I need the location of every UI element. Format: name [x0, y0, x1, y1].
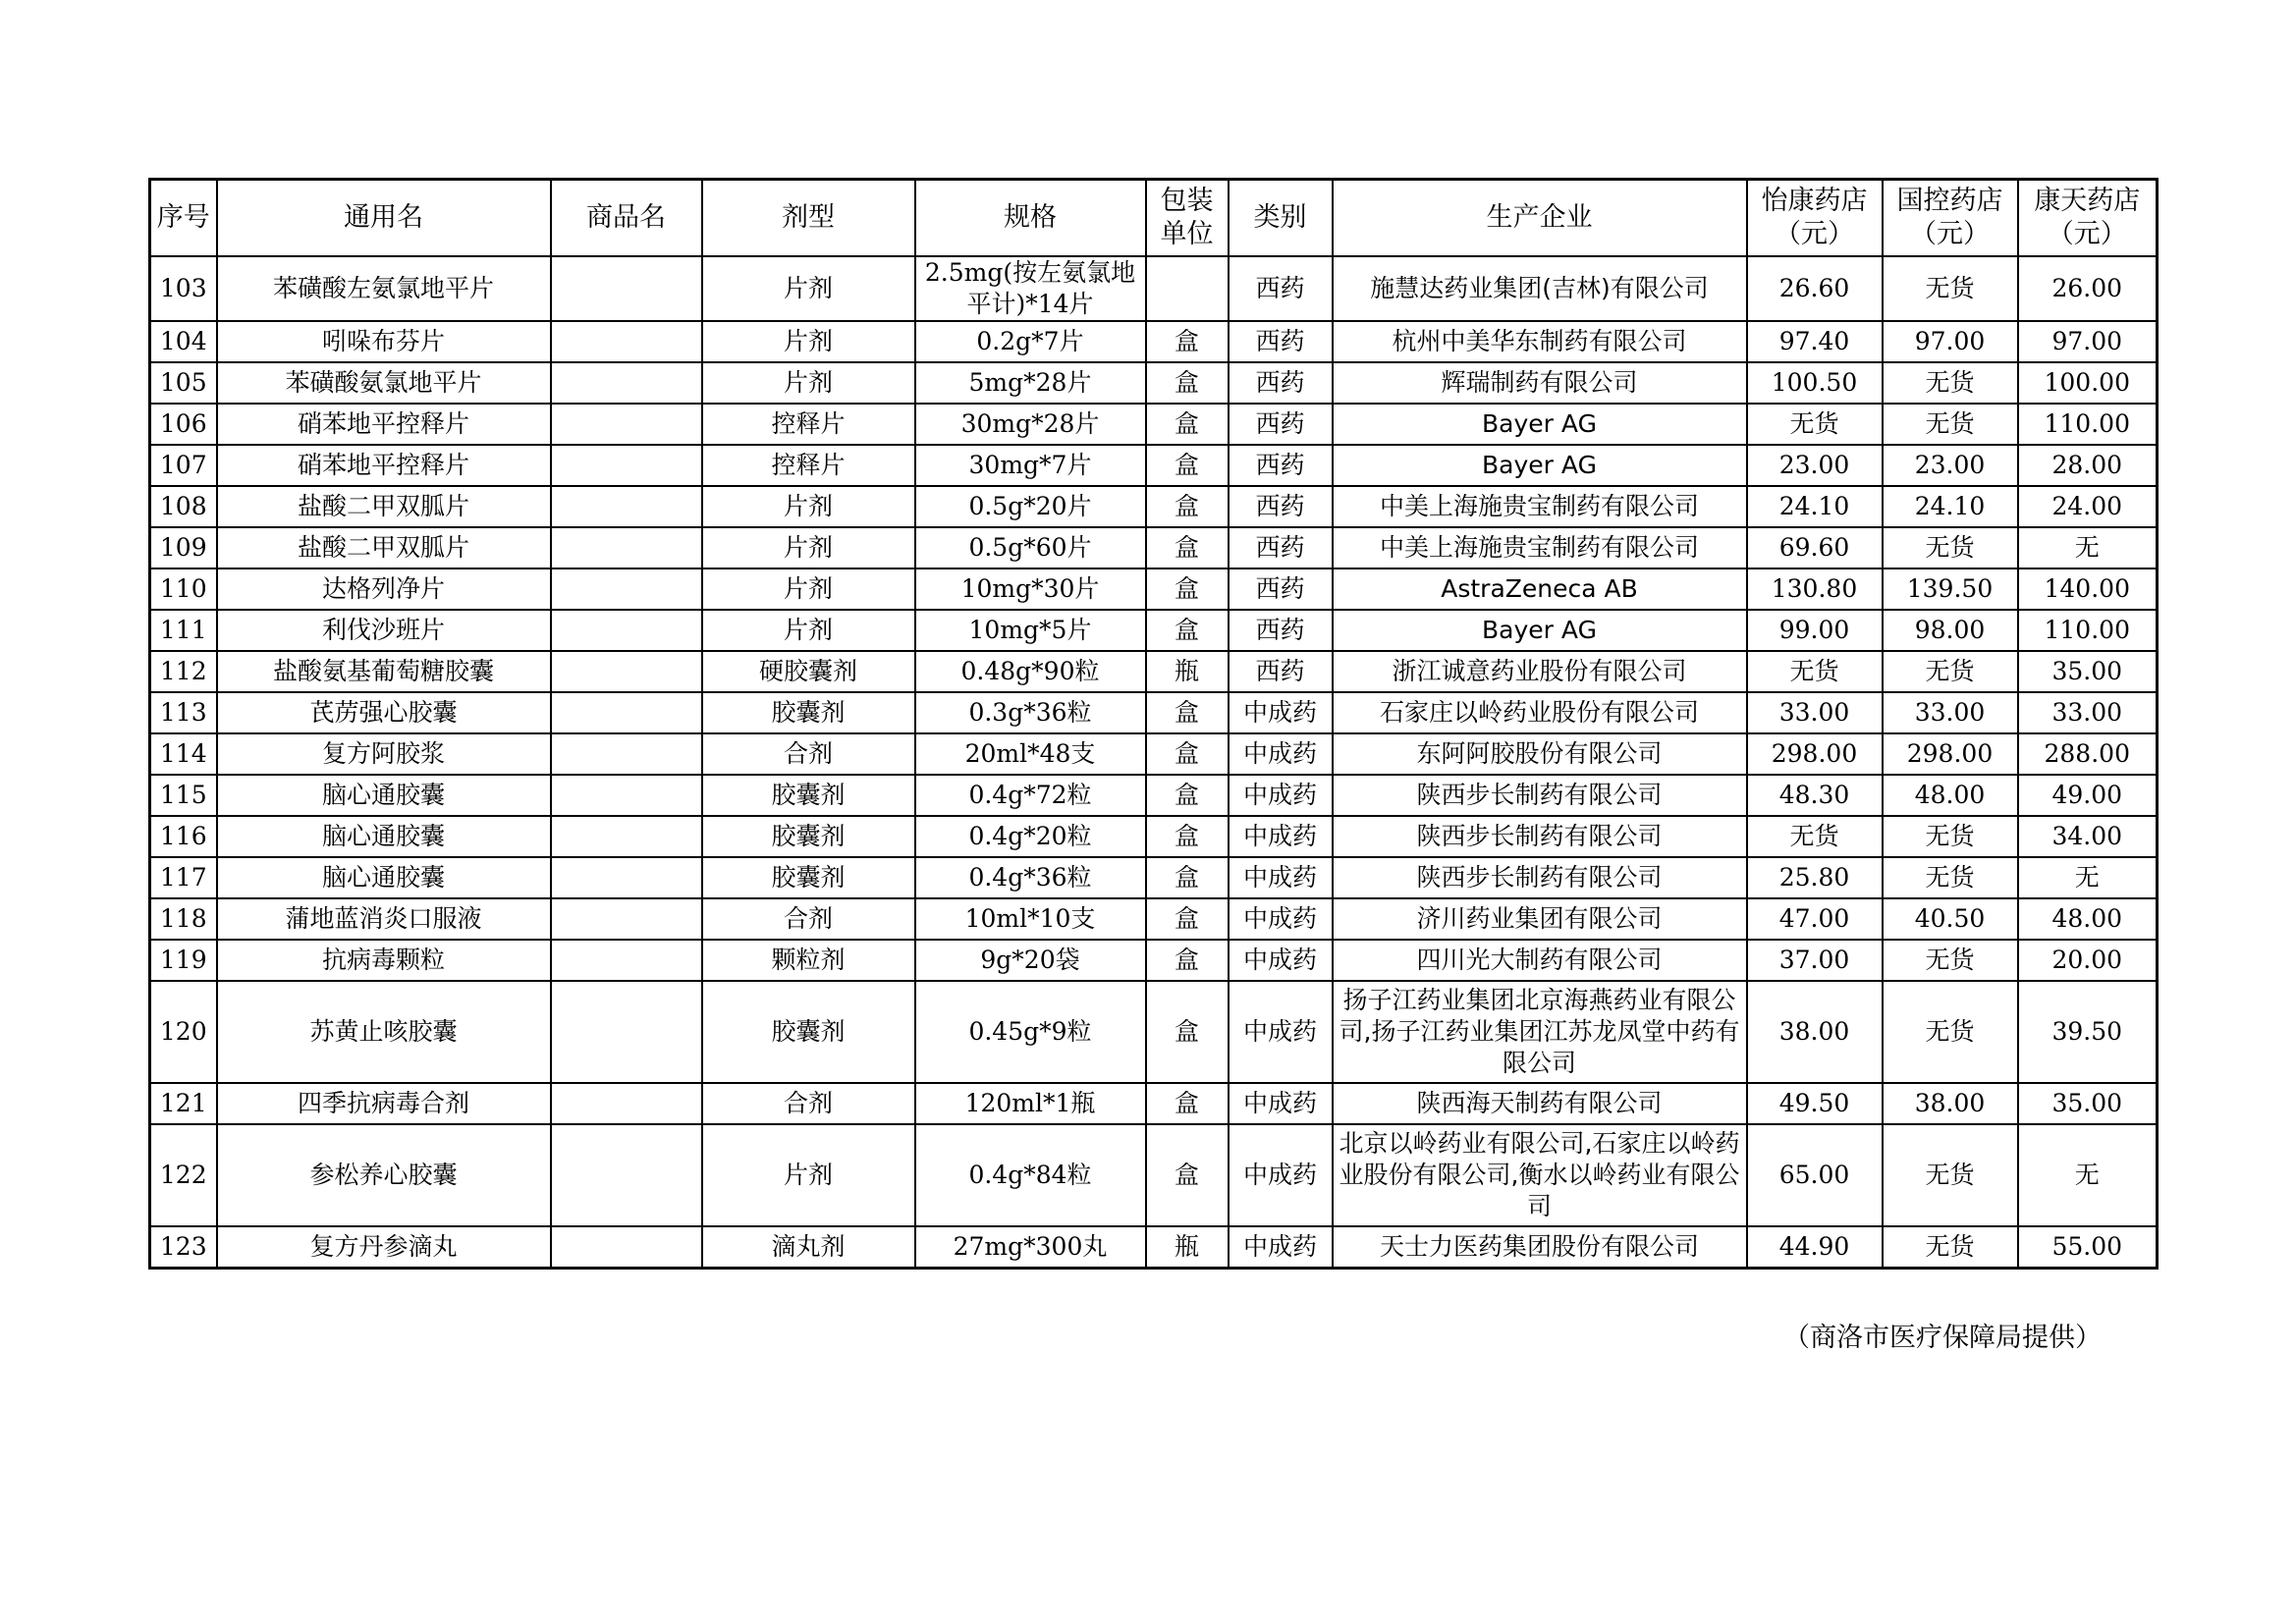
row-price-yikang: 26.60 [1747, 256, 1883, 321]
header-pharmacy-yikang: 怡康药店（元） [1747, 180, 1883, 257]
row-price-kangtian: 28.00 [2018, 445, 2158, 486]
row-spec: 9g*20袋 [915, 940, 1146, 981]
row-unit: 盒 [1146, 692, 1229, 733]
table-row [150, 486, 2158, 527]
row-unit: 盒 [1146, 816, 1229, 857]
row-price-yikang: 23.00 [1747, 445, 1883, 486]
row-price-yikang: 33.00 [1747, 692, 1883, 733]
row-price-kangtian: 288.00 [2018, 733, 2158, 775]
row-price-kangtian: 100.00 [2018, 362, 2158, 404]
row-category: 西药 [1229, 527, 1333, 568]
row-generic-name: 硝苯地平控释片 [217, 445, 551, 486]
row-price-kangtian: 39.50 [2018, 981, 2158, 1083]
row-seq: 108 [150, 486, 217, 527]
header-dosage-form: 剂型 [702, 180, 915, 257]
row-price-guokong: 97.00 [1883, 321, 2018, 362]
source-note: （商洛市医疗保障局提供） [1783, 1323, 2102, 1353]
row-unit: 盒 [1146, 568, 1229, 610]
row-price-kangtian: 48.00 [2018, 898, 2158, 940]
row-category: 中成药 [1229, 981, 1333, 1083]
row-spec: 0.5g*60片 [915, 527, 1146, 568]
row-generic-name: 脑心通胶囊 [217, 775, 551, 816]
row-manufacturer: 扬子江药业集团北京海燕药业有限公司,扬子江药业集团江苏龙凤堂中药有限公司 [1333, 981, 1747, 1083]
table-row [150, 981, 2158, 1083]
row-price-kangtian: 49.00 [2018, 775, 2158, 816]
row-price-yikang: 无货 [1747, 404, 1883, 445]
row-generic-name: 盐酸二甲双胍片 [217, 486, 551, 527]
row-price-guokong: 23.00 [1883, 445, 2018, 486]
row-dosage-form: 胶囊剂 [702, 816, 915, 857]
row-price-guokong: 139.50 [1883, 568, 2018, 610]
row-manufacturer: Bayer AG [1333, 445, 1747, 486]
row-seq: 115 [150, 775, 217, 816]
row-generic-name: 复方丹参滴丸 [217, 1226, 551, 1269]
row-generic-name: 复方阿胶浆 [217, 733, 551, 775]
row-manufacturer: 中美上海施贵宝制药有限公司 [1333, 527, 1747, 568]
table-row [150, 1124, 2158, 1226]
row-category: 中成药 [1229, 775, 1333, 816]
row-category: 西药 [1229, 256, 1333, 321]
row-dosage-form: 胶囊剂 [702, 692, 915, 733]
row-unit: 盒 [1146, 527, 1229, 568]
row-category: 西药 [1229, 610, 1333, 651]
row-unit: 瓶 [1146, 1226, 1229, 1269]
row-category: 中成药 [1229, 940, 1333, 981]
row-manufacturer: 陕西步长制药有限公司 [1333, 816, 1747, 857]
row-trade-name [551, 857, 702, 898]
row-trade-name [551, 981, 702, 1083]
row-spec: 0.3g*36粒 [915, 692, 1146, 733]
row-dosage-form: 片剂 [702, 486, 915, 527]
row-price-guokong: 40.50 [1883, 898, 2018, 940]
row-price-guokong: 无货 [1883, 362, 2018, 404]
table-row [150, 651, 2158, 692]
row-spec: 10mg*30片 [915, 568, 1146, 610]
row-unit: 盒 [1146, 1083, 1229, 1124]
row-price-kangtian: 无 [2018, 527, 2158, 568]
row-seq: 112 [150, 651, 217, 692]
row-price-guokong: 无货 [1883, 651, 2018, 692]
header-pharmacy-guokong: 国控药店（元） [1883, 180, 2018, 257]
row-unit: 盒 [1146, 445, 1229, 486]
row-category: 西药 [1229, 445, 1333, 486]
row-dosage-form: 片剂 [702, 1124, 915, 1226]
row-dosage-form: 硬胶囊剂 [702, 651, 915, 692]
row-generic-name: 苯磺酸氨氯地平片 [217, 362, 551, 404]
row-unit: 盒 [1146, 733, 1229, 775]
row-price-kangtian: 20.00 [2018, 940, 2158, 981]
row-seq: 110 [150, 568, 217, 610]
row-generic-name: 蒲地蓝消炎口服液 [217, 898, 551, 940]
table-row [150, 733, 2158, 775]
table-row [150, 321, 2158, 362]
row-category: 西药 [1229, 321, 1333, 362]
row-generic-name: 硝苯地平控释片 [217, 404, 551, 445]
table-row [150, 1226, 2158, 1269]
table-row [150, 404, 2158, 445]
row-spec: 10ml*10支 [915, 898, 1146, 940]
row-dosage-form: 胶囊剂 [702, 981, 915, 1083]
row-manufacturer: AstraZeneca AB [1333, 568, 1747, 610]
row-seq: 116 [150, 816, 217, 857]
row-price-guokong: 无货 [1883, 940, 2018, 981]
row-price-yikang: 97.40 [1747, 321, 1883, 362]
row-trade-name [551, 568, 702, 610]
table-row [150, 857, 2158, 898]
row-unit: 盒 [1146, 857, 1229, 898]
row-price-guokong: 33.00 [1883, 692, 2018, 733]
row-price-kangtian: 26.00 [2018, 256, 2158, 321]
row-dosage-form: 片剂 [702, 256, 915, 321]
row-unit: 盒 [1146, 321, 1229, 362]
row-trade-name [551, 1124, 702, 1226]
row-generic-name: 脑心通胶囊 [217, 816, 551, 857]
header-manufacturer: 生产企业 [1333, 180, 1747, 257]
row-trade-name [551, 527, 702, 568]
row-spec: 30mg*7片 [915, 445, 1146, 486]
table-header-row [150, 180, 2158, 257]
row-generic-name: 利伐沙班片 [217, 610, 551, 651]
row-price-yikang: 无货 [1747, 816, 1883, 857]
row-seq: 103 [150, 256, 217, 321]
row-trade-name [551, 362, 702, 404]
row-spec: 0.5g*20片 [915, 486, 1146, 527]
row-spec: 10mg*5片 [915, 610, 1146, 651]
row-spec: 0.2g*7片 [915, 321, 1146, 362]
row-manufacturer: 济川药业集团有限公司 [1333, 898, 1747, 940]
row-category: 西药 [1229, 404, 1333, 445]
row-price-kangtian: 140.00 [2018, 568, 2158, 610]
header-spec: 规格 [915, 180, 1146, 257]
row-price-kangtian: 35.00 [2018, 1083, 2158, 1124]
row-generic-name: 盐酸氨基葡萄糖胶囊 [217, 651, 551, 692]
row-dosage-form: 滴丸剂 [702, 1226, 915, 1269]
row-price-kangtian: 35.00 [2018, 651, 2158, 692]
row-seq: 113 [150, 692, 217, 733]
table-row [150, 898, 2158, 940]
row-seq: 123 [150, 1226, 217, 1269]
row-seq: 118 [150, 898, 217, 940]
row-unit: 盒 [1146, 486, 1229, 527]
row-price-guokong: 无货 [1883, 527, 2018, 568]
row-manufacturer: 陕西步长制药有限公司 [1333, 775, 1747, 816]
row-dosage-form: 合剂 [702, 1083, 915, 1124]
table-row [150, 816, 2158, 857]
row-seq: 107 [150, 445, 217, 486]
row-price-yikang: 48.30 [1747, 775, 1883, 816]
row-price-yikang: 24.10 [1747, 486, 1883, 527]
row-spec: 120ml*1瓶 [915, 1083, 1146, 1124]
row-generic-name: 抗病毒颗粒 [217, 940, 551, 981]
row-spec: 0.4g*36粒 [915, 857, 1146, 898]
row-trade-name [551, 1083, 702, 1124]
row-dosage-form: 胶囊剂 [702, 775, 915, 816]
row-manufacturer: 浙江诚意药业股份有限公司 [1333, 651, 1747, 692]
row-generic-name: 达格列净片 [217, 568, 551, 610]
row-price-yikang: 69.60 [1747, 527, 1883, 568]
header-category: 类别 [1229, 180, 1333, 257]
row-category: 西药 [1229, 568, 1333, 610]
row-manufacturer: Bayer AG [1333, 610, 1747, 651]
row-category: 中成药 [1229, 1083, 1333, 1124]
row-seq: 119 [150, 940, 217, 981]
row-unit: 瓶 [1146, 651, 1229, 692]
row-manufacturer: 天士力医药集团股份有限公司 [1333, 1226, 1747, 1269]
table-row [150, 692, 2158, 733]
row-dosage-form: 片剂 [702, 568, 915, 610]
row-category: 中成药 [1229, 857, 1333, 898]
row-spec: 0.4g*84粒 [915, 1124, 1146, 1226]
row-price-guokong: 98.00 [1883, 610, 2018, 651]
row-price-guokong: 24.10 [1883, 486, 2018, 527]
row-price-guokong: 38.00 [1883, 1083, 2018, 1124]
row-generic-name: 苏黄止咳胶囊 [217, 981, 551, 1083]
row-unit: 盒 [1146, 775, 1229, 816]
row-price-kangtian: 无 [2018, 857, 2158, 898]
row-dosage-form: 合剂 [702, 898, 915, 940]
row-seq: 111 [150, 610, 217, 651]
row-price-guokong: 无货 [1883, 1124, 2018, 1226]
row-category: 西药 [1229, 486, 1333, 527]
row-seq: 105 [150, 362, 217, 404]
row-generic-name: 脑心通胶囊 [217, 857, 551, 898]
row-manufacturer: 陕西步长制药有限公司 [1333, 857, 1747, 898]
row-price-kangtian: 110.00 [2018, 610, 2158, 651]
row-price-yikang: 65.00 [1747, 1124, 1883, 1226]
row-price-guokong: 无货 [1883, 981, 2018, 1083]
row-price-yikang: 无货 [1747, 651, 1883, 692]
row-category: 西药 [1229, 651, 1333, 692]
row-unit: 盒 [1146, 362, 1229, 404]
row-price-kangtian: 55.00 [2018, 1226, 2158, 1269]
header-unit: 包装单位 [1146, 180, 1229, 257]
row-price-yikang: 298.00 [1747, 733, 1883, 775]
row-price-yikang: 99.00 [1747, 610, 1883, 651]
row-manufacturer: 陕西海天制药有限公司 [1333, 1083, 1747, 1124]
row-manufacturer: 辉瑞制药有限公司 [1333, 362, 1747, 404]
header-trade-name: 商品名 [551, 180, 702, 257]
table-row [150, 775, 2158, 816]
row-trade-name [551, 733, 702, 775]
row-trade-name [551, 610, 702, 651]
row-trade-name [551, 692, 702, 733]
row-category: 中成药 [1229, 1124, 1333, 1226]
row-generic-name: 芪苈强心胶囊 [217, 692, 551, 733]
row-price-yikang: 49.50 [1747, 1083, 1883, 1124]
row-manufacturer: 东阿阿胶股份有限公司 [1333, 733, 1747, 775]
header-seq: 序号 [150, 180, 217, 257]
row-dosage-form: 片剂 [702, 610, 915, 651]
row-price-yikang: 37.00 [1747, 940, 1883, 981]
row-dosage-form: 片剂 [702, 321, 915, 362]
row-seq: 122 [150, 1124, 217, 1226]
row-trade-name [551, 445, 702, 486]
header-generic-name: 通用名 [217, 180, 551, 257]
row-trade-name [551, 940, 702, 981]
row-spec: 5mg*28片 [915, 362, 1146, 404]
row-spec: 0.4g*20粒 [915, 816, 1146, 857]
row-spec: 2.5mg(按左氨氯地平计)*14片 [915, 256, 1146, 321]
row-generic-name: 盐酸二甲双胍片 [217, 527, 551, 568]
row-price-guokong: 无货 [1883, 1226, 2018, 1269]
row-dosage-form: 颗粒剂 [702, 940, 915, 981]
row-seq: 109 [150, 527, 217, 568]
table-row [150, 256, 2158, 321]
row-manufacturer: 四川光大制药有限公司 [1333, 940, 1747, 981]
row-category: 中成药 [1229, 1226, 1333, 1269]
row-price-kangtian: 无 [2018, 1124, 2158, 1226]
row-trade-name [551, 898, 702, 940]
row-price-guokong: 无货 [1883, 256, 2018, 321]
row-price-kangtian: 110.00 [2018, 404, 2158, 445]
row-unit: 盒 [1146, 898, 1229, 940]
header-pharmacy-kangtian: 康天药店（元） [2018, 180, 2158, 257]
row-category: 中成药 [1229, 816, 1333, 857]
row-price-guokong: 48.00 [1883, 775, 2018, 816]
table-row [150, 568, 2158, 610]
row-seq: 104 [150, 321, 217, 362]
row-unit: 盒 [1146, 1124, 1229, 1226]
row-price-guokong: 298.00 [1883, 733, 2018, 775]
row-generic-name: 参松养心胶囊 [217, 1124, 551, 1226]
row-manufacturer: 石家庄以岭药业股份有限公司 [1333, 692, 1747, 733]
row-manufacturer: 中美上海施贵宝制药有限公司 [1333, 486, 1747, 527]
row-manufacturer: 施慧达药业集团(吉林)有限公司 [1333, 256, 1747, 321]
row-price-yikang: 25.80 [1747, 857, 1883, 898]
row-unit: 盒 [1146, 981, 1229, 1083]
row-spec: 0.45g*9粒 [915, 981, 1146, 1083]
row-seq: 121 [150, 1083, 217, 1124]
table-row [150, 1083, 2158, 1124]
row-seq: 117 [150, 857, 217, 898]
row-dosage-form: 控释片 [702, 404, 915, 445]
row-generic-name: 四季抗病毒合剂 [217, 1083, 551, 1124]
row-dosage-form: 片剂 [702, 527, 915, 568]
row-category: 中成药 [1229, 898, 1333, 940]
row-manufacturer: 北京以岭药业有限公司,石家庄以岭药业股份有限公司,衡水以岭药业有限公司 [1333, 1124, 1747, 1226]
table-body [150, 256, 2158, 1269]
table-row [150, 527, 2158, 568]
row-trade-name [551, 486, 702, 527]
table-row [150, 362, 2158, 404]
row-generic-name: 苯磺酸左氨氯地平片 [217, 256, 551, 321]
row-price-yikang: 47.00 [1747, 898, 1883, 940]
row-trade-name [551, 651, 702, 692]
table-row [150, 610, 2158, 651]
row-spec: 0.48g*90粒 [915, 651, 1146, 692]
row-spec: 30mg*28片 [915, 404, 1146, 445]
row-dosage-form: 合剂 [702, 733, 915, 775]
drug-price-table [148, 178, 2159, 1270]
row-trade-name [551, 321, 702, 362]
row-category: 中成药 [1229, 733, 1333, 775]
row-trade-name [551, 256, 702, 321]
row-price-yikang: 100.50 [1747, 362, 1883, 404]
row-seq: 120 [150, 981, 217, 1083]
row-unit: 盒 [1146, 404, 1229, 445]
row-spec: 27mg*300丸 [915, 1226, 1146, 1269]
row-category: 中成药 [1229, 692, 1333, 733]
row-manufacturer: 杭州中美华东制药有限公司 [1333, 321, 1747, 362]
row-price-kangtian: 97.00 [2018, 321, 2158, 362]
row-dosage-form: 胶囊剂 [702, 857, 915, 898]
row-trade-name [551, 404, 702, 445]
table-row [150, 445, 2158, 486]
row-dosage-form: 片剂 [702, 362, 915, 404]
row-price-guokong: 无货 [1883, 404, 2018, 445]
row-category: 西药 [1229, 362, 1333, 404]
table-row [150, 940, 2158, 981]
row-price-yikang: 38.00 [1747, 981, 1883, 1083]
row-spec: 20ml*48支 [915, 733, 1146, 775]
row-trade-name [551, 816, 702, 857]
row-manufacturer: Bayer AG [1333, 404, 1747, 445]
row-price-yikang: 44.90 [1747, 1226, 1883, 1269]
row-price-kangtian: 24.00 [2018, 486, 2158, 527]
row-unit: 盒 [1146, 610, 1229, 651]
row-price-kangtian: 33.00 [2018, 692, 2158, 733]
row-price-guokong: 无货 [1883, 857, 2018, 898]
row-seq: 106 [150, 404, 217, 445]
row-spec: 0.4g*72粒 [915, 775, 1146, 816]
row-unit: 盒 [1146, 940, 1229, 981]
row-unit [1146, 256, 1229, 321]
row-trade-name [551, 775, 702, 816]
row-generic-name: 吲哚布芬片 [217, 321, 551, 362]
row-trade-name [551, 1226, 702, 1269]
row-price-guokong: 无货 [1883, 816, 2018, 857]
row-dosage-form: 控释片 [702, 445, 915, 486]
row-price-yikang: 130.80 [1747, 568, 1883, 610]
row-price-kangtian: 34.00 [2018, 816, 2158, 857]
row-seq: 114 [150, 733, 217, 775]
